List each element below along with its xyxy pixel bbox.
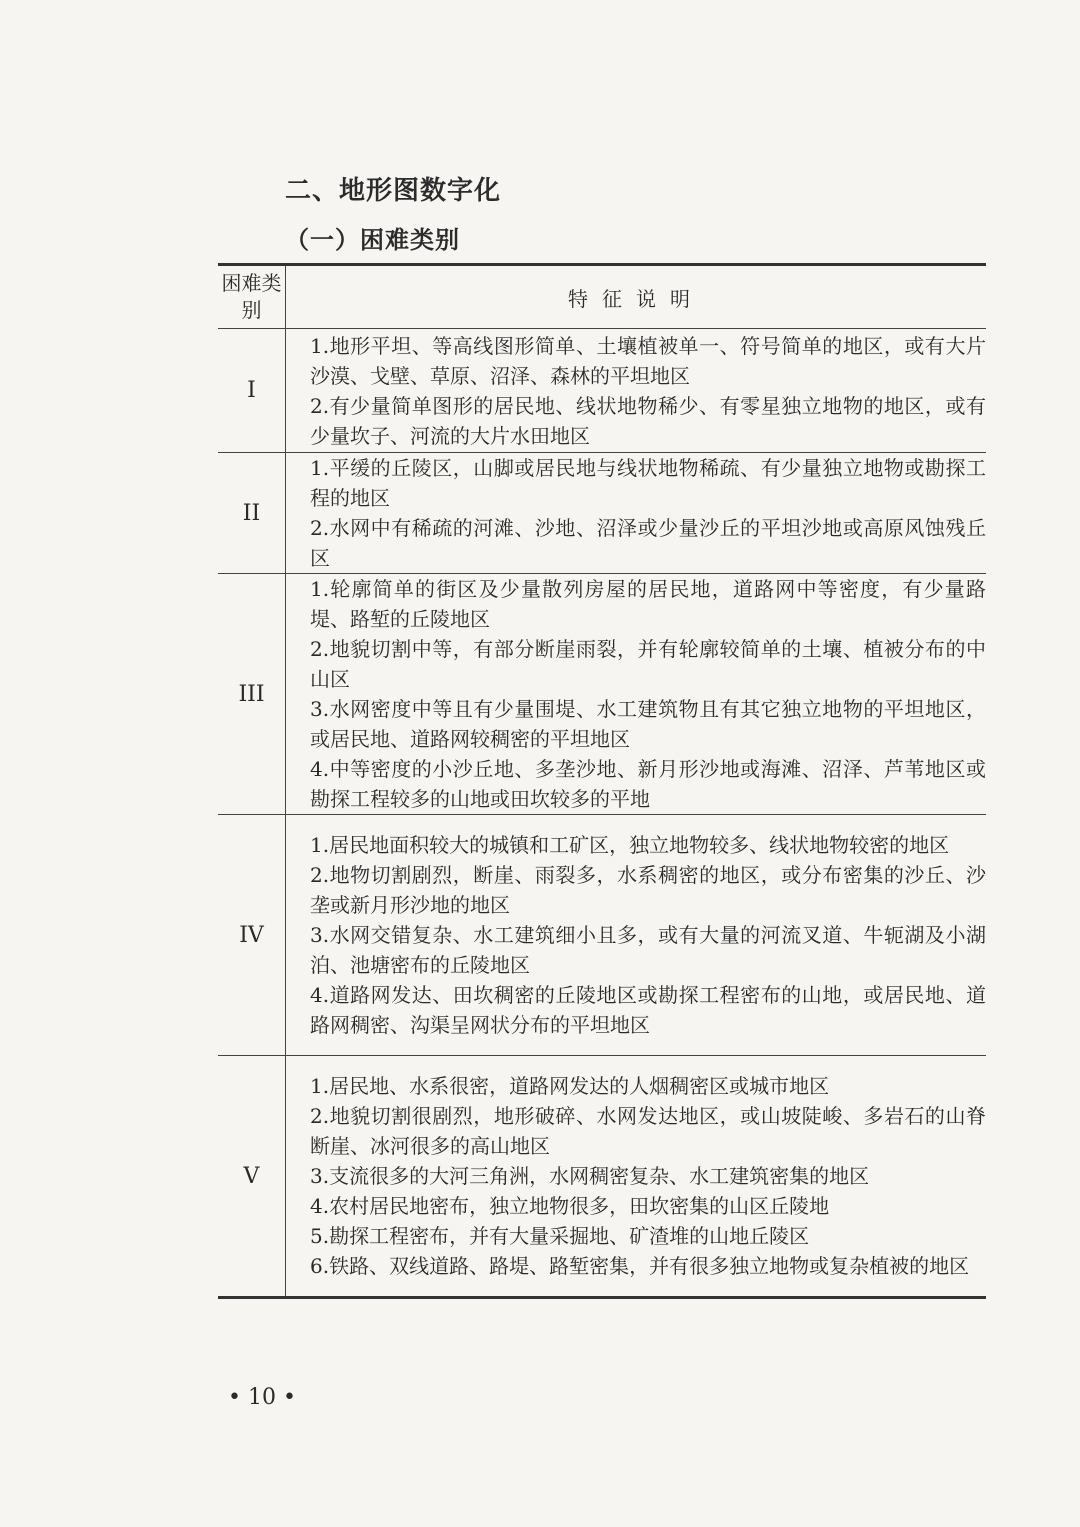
header-category bbox=[218, 265, 286, 329]
list-item: 3.水网密度中等且有少量围堤、水工建筑物且有其它独立地物的平坦地区，或居民地、道路网较稠密的平坦地区 bbox=[310, 697, 986, 751]
list-item: 1.居民地面积较大的城镇和工矿区，独立地物较多、线状地物较密的地区 bbox=[310, 833, 950, 857]
list-item: 4.道路网发达、田坎稠密的丘陵地区或勘探工程密布的山地，或居民地、道路网稠密、沟渠呈网状分布的平坦地区 bbox=[310, 983, 986, 1037]
header-description: 特征说明 bbox=[286, 265, 987, 329]
category-cell: III bbox=[218, 574, 286, 815]
description-list bbox=[286, 830, 986, 1040]
list-item: 3.水网交错复杂、水工建筑细小且多，或有大量的河流叉道、牛轭湖及小湖泊、池塘密布的丘陵地区 bbox=[310, 923, 986, 977]
table-row bbox=[218, 1056, 986, 1298]
list-item: 1.平缓的丘陵区，山脚或居民地与线状地物稀疏、有少量独立地物或勘探工程的地区 bbox=[310, 456, 986, 510]
header-category-label: 困难类别 bbox=[221, 271, 282, 322]
list-item: 4.农村居民地密布，独立地物很多，田坎密集的山区丘陵地 bbox=[310, 1194, 830, 1218]
table-row bbox=[218, 453, 986, 574]
table-row bbox=[218, 815, 986, 1056]
description-list bbox=[286, 331, 986, 451]
list-item: 2.地貌切割中等，有部分断崖雨裂，并有轮廓较简单的土壤、植被分布的中山区 bbox=[310, 637, 986, 691]
description-cell bbox=[286, 574, 987, 815]
table-body bbox=[218, 329, 986, 1298]
table-row bbox=[218, 574, 986, 815]
description-cell bbox=[286, 329, 987, 453]
list-item: 3.支流很多的大河三角洲，水网稠密复杂、水工建筑密集的地区 bbox=[310, 1164, 870, 1188]
difficulty-category-table bbox=[218, 263, 986, 1299]
description-cell bbox=[286, 815, 987, 1056]
section-title: 二、地形图数字化 bbox=[285, 176, 502, 206]
list-item: 6.铁路、双线道路、路堤、路堑密集，并有很多独立地物或复杂植被的地区 bbox=[310, 1254, 970, 1278]
description-cell bbox=[286, 453, 987, 574]
list-item: 5.勘探工程密布，并有大量采掘地、矿渣堆的山地丘陵区 bbox=[310, 1224, 810, 1248]
subsection-title: （一）困难类别 bbox=[285, 226, 460, 254]
category-cell: II bbox=[218, 453, 286, 574]
list-item: 1.地形平坦、等高线图形简单、土壤植被单一、符号简单的地区，或有大片沙漠、戈壁、草原、沼泽、森林的平坦地区 bbox=[310, 333, 986, 388]
list-item: 1.轮廓简单的街区及少量散列房屋的居民地，道路网中等密度，有少量路堤、路堑的丘陵地区 bbox=[310, 577, 986, 631]
page-number: • 10 • bbox=[228, 1385, 296, 1410]
list-item: 2.地物切割剧烈，断崖、雨裂多，水系稠密的地区，或分布密集的沙丘、沙垄或新月形沙地的地区 bbox=[310, 863, 986, 917]
list-item: 2.有少量简单图形的居民地、线状地物稀少、有零星独立地物的地区，或有少量坎子、河流的大片水田地区 bbox=[310, 393, 986, 448]
description-list bbox=[286, 574, 986, 814]
list-item: 4.中等密度的小沙丘地、多垄沙地、新月形沙地或海滩、沼泽、芦苇地区或勘探工程较多的山地或田坎较多的平地 bbox=[310, 757, 986, 811]
list-item: 2.水网中有稀疏的河滩、沙地、沼泽或少量沙丘的平坦沙地或高原风蚀残丘区 bbox=[310, 516, 986, 570]
description-list bbox=[286, 453, 986, 573]
list-item: 1.居民地、水系很密，道路网发达的人烟稠密区或城市地区 bbox=[310, 1074, 830, 1098]
table-row bbox=[218, 329, 986, 453]
category-cell: V bbox=[218, 1056, 286, 1298]
category-cell: IV bbox=[218, 815, 286, 1056]
category-cell: I bbox=[218, 329, 286, 453]
description-list bbox=[286, 1071, 986, 1281]
table-header-row bbox=[218, 265, 986, 329]
list-item: 2.地貌切割很剧烈，地形破碎、水网发达地区，或山坡陡峻、多岩石的山脊断崖、冰河很多的高山地区 bbox=[310, 1104, 986, 1158]
description-cell bbox=[286, 1056, 987, 1298]
